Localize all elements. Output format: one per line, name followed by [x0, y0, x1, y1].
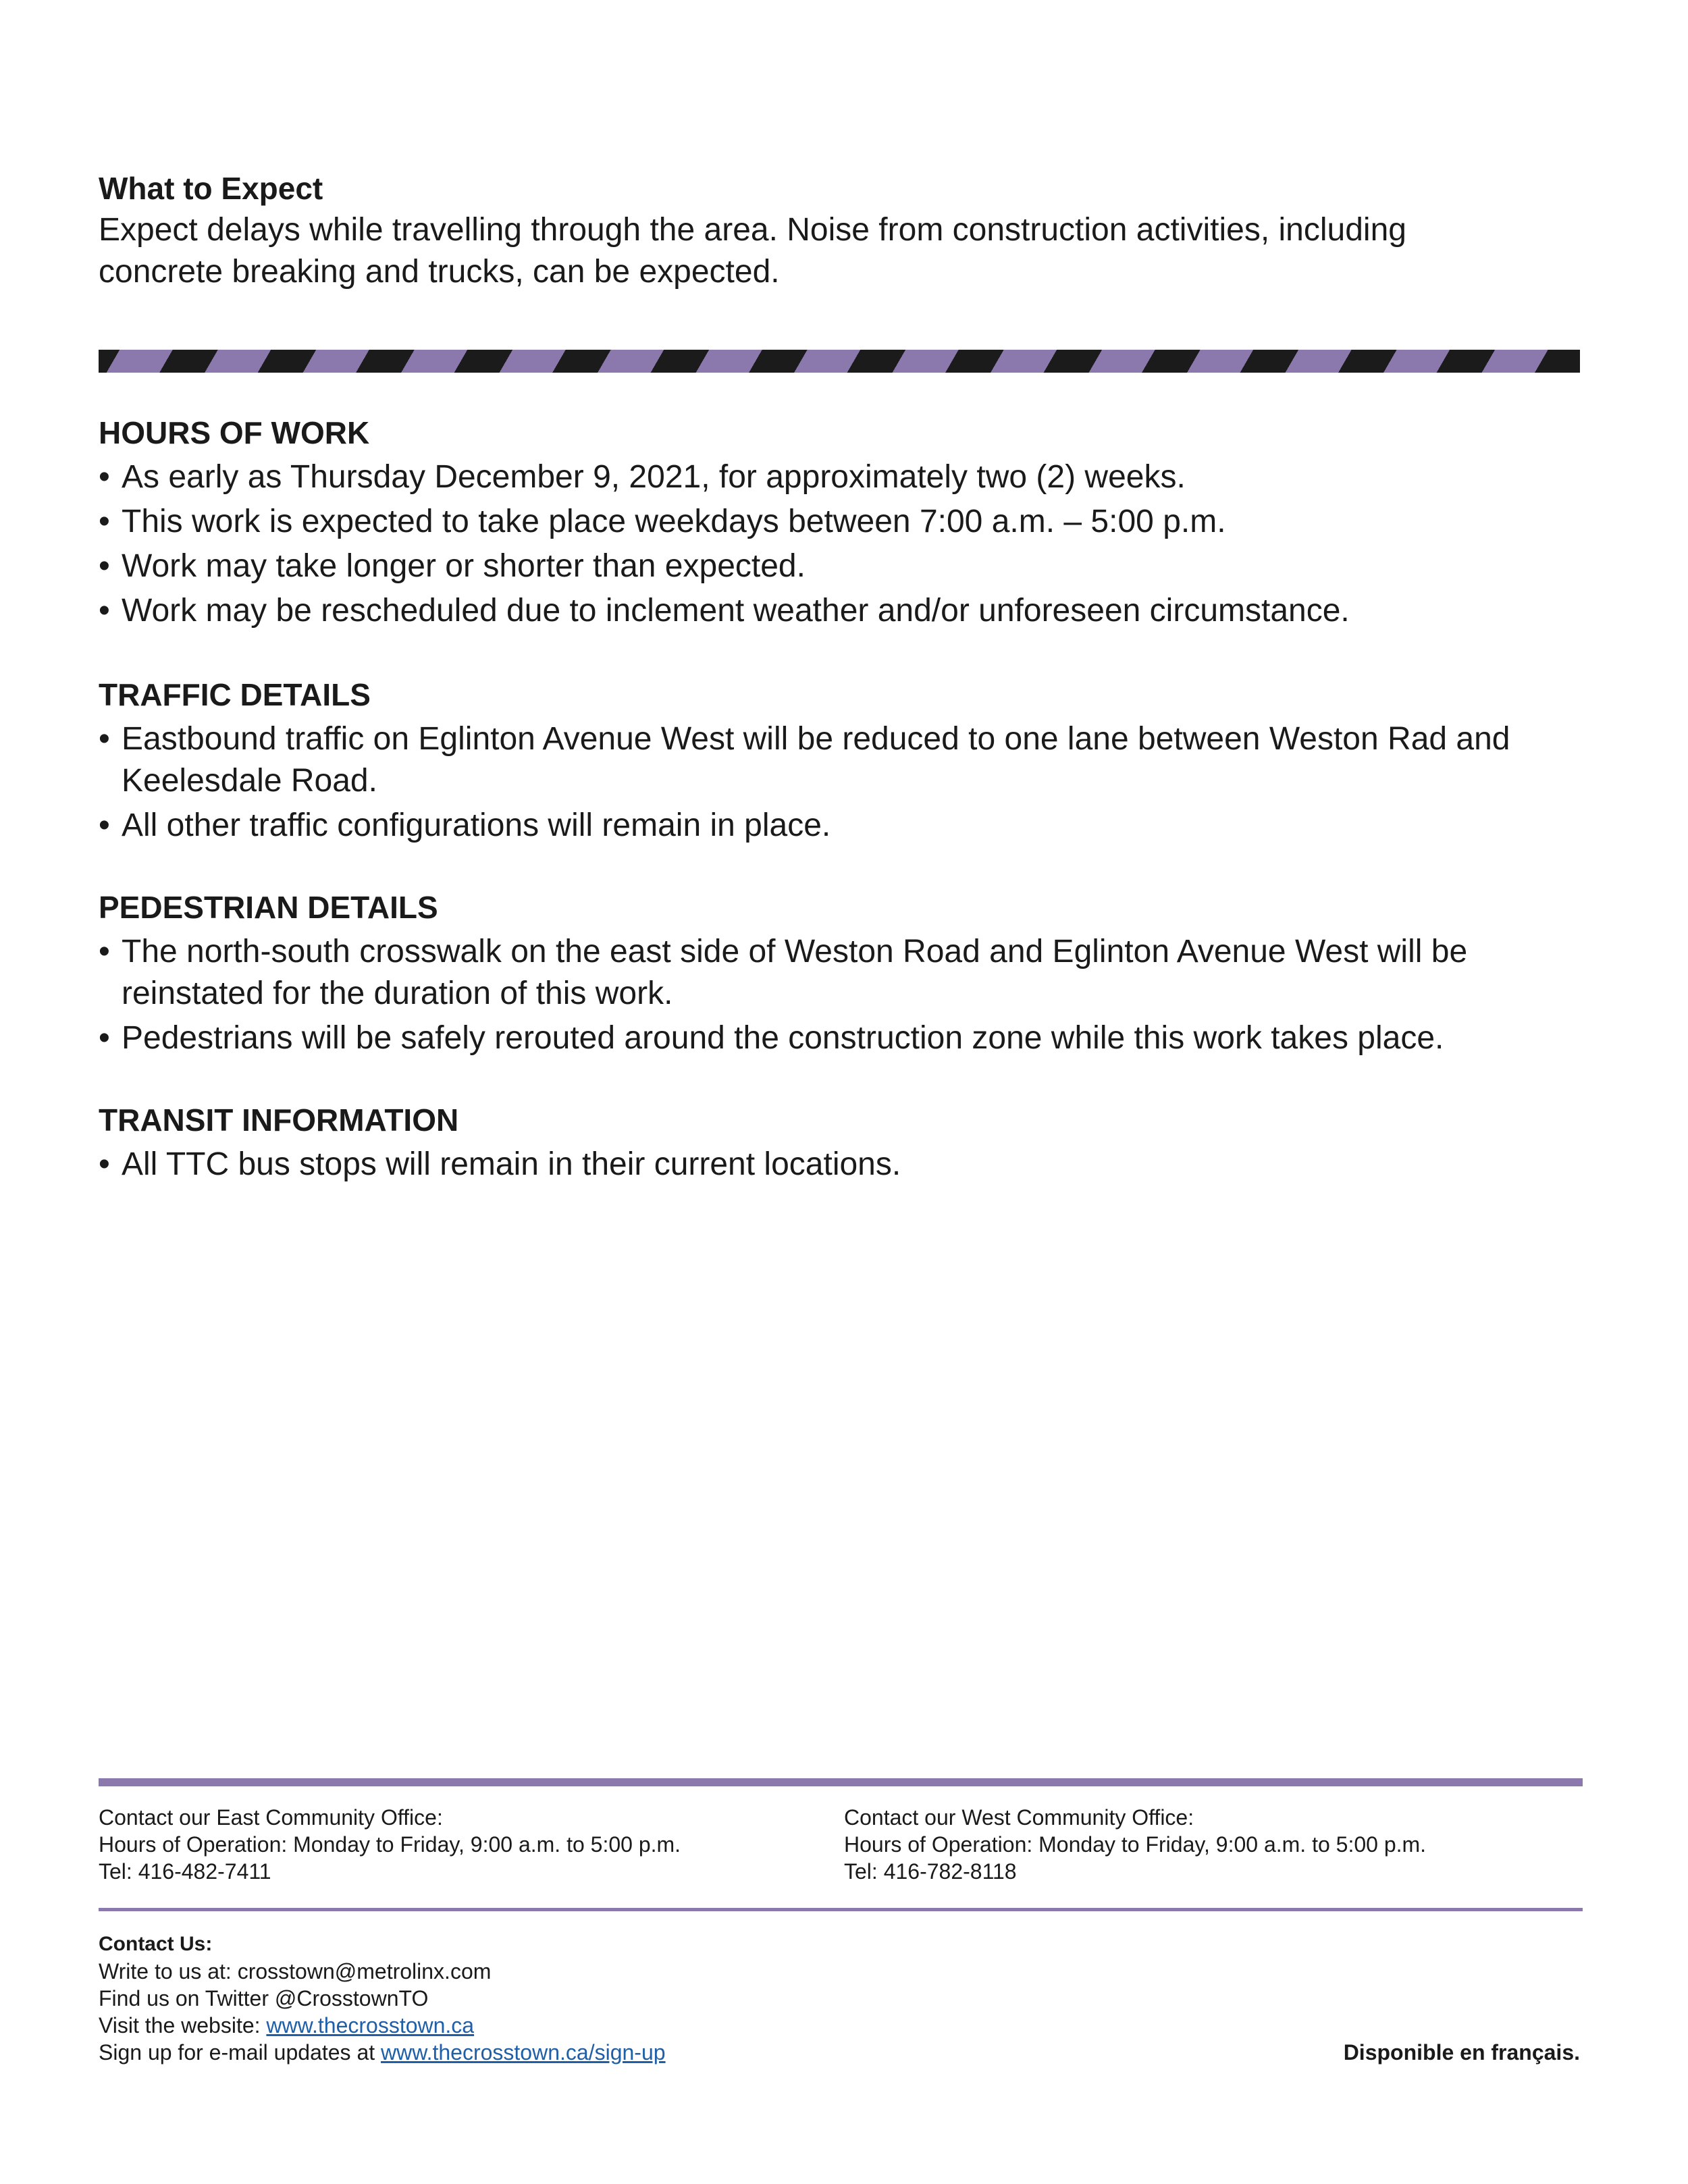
- west-office-tel: Tel: 416-782-8118: [844, 1859, 1017, 1884]
- hours-of-work-heading: HOURS OF WORK: [99, 415, 370, 450]
- transit-information-list: [99, 1144, 1598, 1186]
- list-item: [99, 456, 1598, 498]
- contact-us-block: [99, 1931, 976, 2066]
- east-office-contact: [99, 1804, 808, 1885]
- traffic-details-section: [99, 674, 1598, 849]
- signup-prefix: Sign up for e-mail updates at: [99, 2040, 375, 2065]
- what-to-expect-block: [99, 167, 1584, 293]
- list-item-text: Work may be rescheduled due to inclement weather and/or unforeseen circumstance.: [122, 593, 1350, 629]
- bullet-icon: •: [99, 1020, 110, 1056]
- list-item-text: All TTC bus stops will remain in their current locations.: [122, 1146, 901, 1182]
- west-office-title: Contact our West Community Office:: [844, 1805, 1194, 1830]
- contact-signup-line: [99, 2039, 976, 2066]
- list-item-text: As early as Thursday December 9, 2021, for approximately two (2) weeks.: [122, 459, 1186, 495]
- what-to-expect-line-1: Expect delays while travelling through the area. Noise from construction activities, including: [99, 212, 1406, 248]
- list-item: [99, 931, 1598, 1015]
- bullet-icon: •: [99, 1146, 110, 1182]
- pedestrian-details-section: [99, 886, 1598, 1062]
- list-item: [99, 1017, 1598, 1059]
- website-prefix: Visit the website:: [99, 2013, 261, 2037]
- what-to-expect-heading: What to Expect: [99, 171, 323, 206]
- transit-information-heading: TRANSIT INFORMATION: [99, 1102, 459, 1138]
- list-item-text: Pedestrians will be safely rerouted around the construction zone while this work takes place.: [122, 1020, 1444, 1056]
- bullet-icon: •: [99, 548, 110, 584]
- bullet-icon: •: [99, 459, 110, 495]
- bullet-icon: •: [99, 504, 110, 539]
- pedestrian-details-list: [99, 931, 1598, 1059]
- east-office-tel: Tel: 416-482-7411: [99, 1859, 271, 1884]
- list-item-text: Eastbound traffic on Eglinton Avenue West will be reduced to one lane between Weston Rad and Keelesdale Road.: [122, 721, 1510, 799]
- transit-information-section: [99, 1099, 1598, 1188]
- list-item: [99, 718, 1598, 802]
- hours-of-work-section: [99, 412, 1598, 635]
- west-office-hours: Hours of Operation: Monday to Friday, 9:00 a.m. to 5:00 p.m.: [844, 1832, 1427, 1857]
- traffic-details-list: [99, 718, 1598, 847]
- contact-us-heading: Contact Us:: [99, 1933, 213, 1955]
- signup-link[interactable]: www.thecrosstown.ca/sign-up: [381, 2040, 666, 2065]
- west-office-contact: [844, 1804, 1553, 1885]
- hours-of-work-list: [99, 456, 1598, 632]
- bullet-icon: •: [99, 934, 110, 969]
- footer-divider-thick: [99, 1778, 1583, 1786]
- east-office-title: Contact our East Community Office:: [99, 1805, 443, 1830]
- bullet-icon: •: [99, 721, 110, 757]
- list-item: [99, 805, 1598, 847]
- contact-twitter-line: Find us on Twitter @CrosstownTO: [99, 1986, 429, 2010]
- east-office-hours: Hours of Operation: Monday to Friday, 9:00 a.m. to 5:00 p.m.: [99, 1832, 681, 1857]
- list-item: [99, 590, 1598, 632]
- list-item: [99, 501, 1598, 543]
- contact-website-line: [99, 2012, 976, 2039]
- website-link[interactable]: www.thecrosstown.ca: [266, 2013, 475, 2037]
- list-item-text: This work is expected to take place weekdays between 7:00 a.m. – 5:00 p.m.: [122, 504, 1226, 539]
- footer-divider-thin: [99, 1908, 1583, 1911]
- pedestrian-details-heading: PEDESTRIAN DETAILS: [99, 890, 438, 925]
- hazard-stripe-divider: [99, 350, 1580, 373]
- list-item-text: The north-south crosswalk on the east side of Weston Road and Eglinton Avenue West will be reinstated for the duration of this work.: [122, 934, 1468, 1011]
- list-item-text: Work may take longer or shorter than expected.: [122, 548, 806, 584]
- bullet-icon: •: [99, 807, 110, 843]
- what-to-expect-line-2: concrete breaking and trucks, can be expected.: [99, 254, 780, 290]
- bullet-icon: •: [99, 593, 110, 629]
- list-item: [99, 545, 1598, 587]
- list-item: [99, 1144, 1598, 1186]
- french-availability-note: Disponible en français.: [1343, 2040, 1580, 2065]
- traffic-details-heading: TRAFFIC DETAILS: [99, 677, 371, 712]
- list-item-text: All other traffic configurations will remain in place.: [122, 807, 831, 843]
- contact-email-line: Write to us at: crosstown@metrolinx.com: [99, 1959, 492, 1983]
